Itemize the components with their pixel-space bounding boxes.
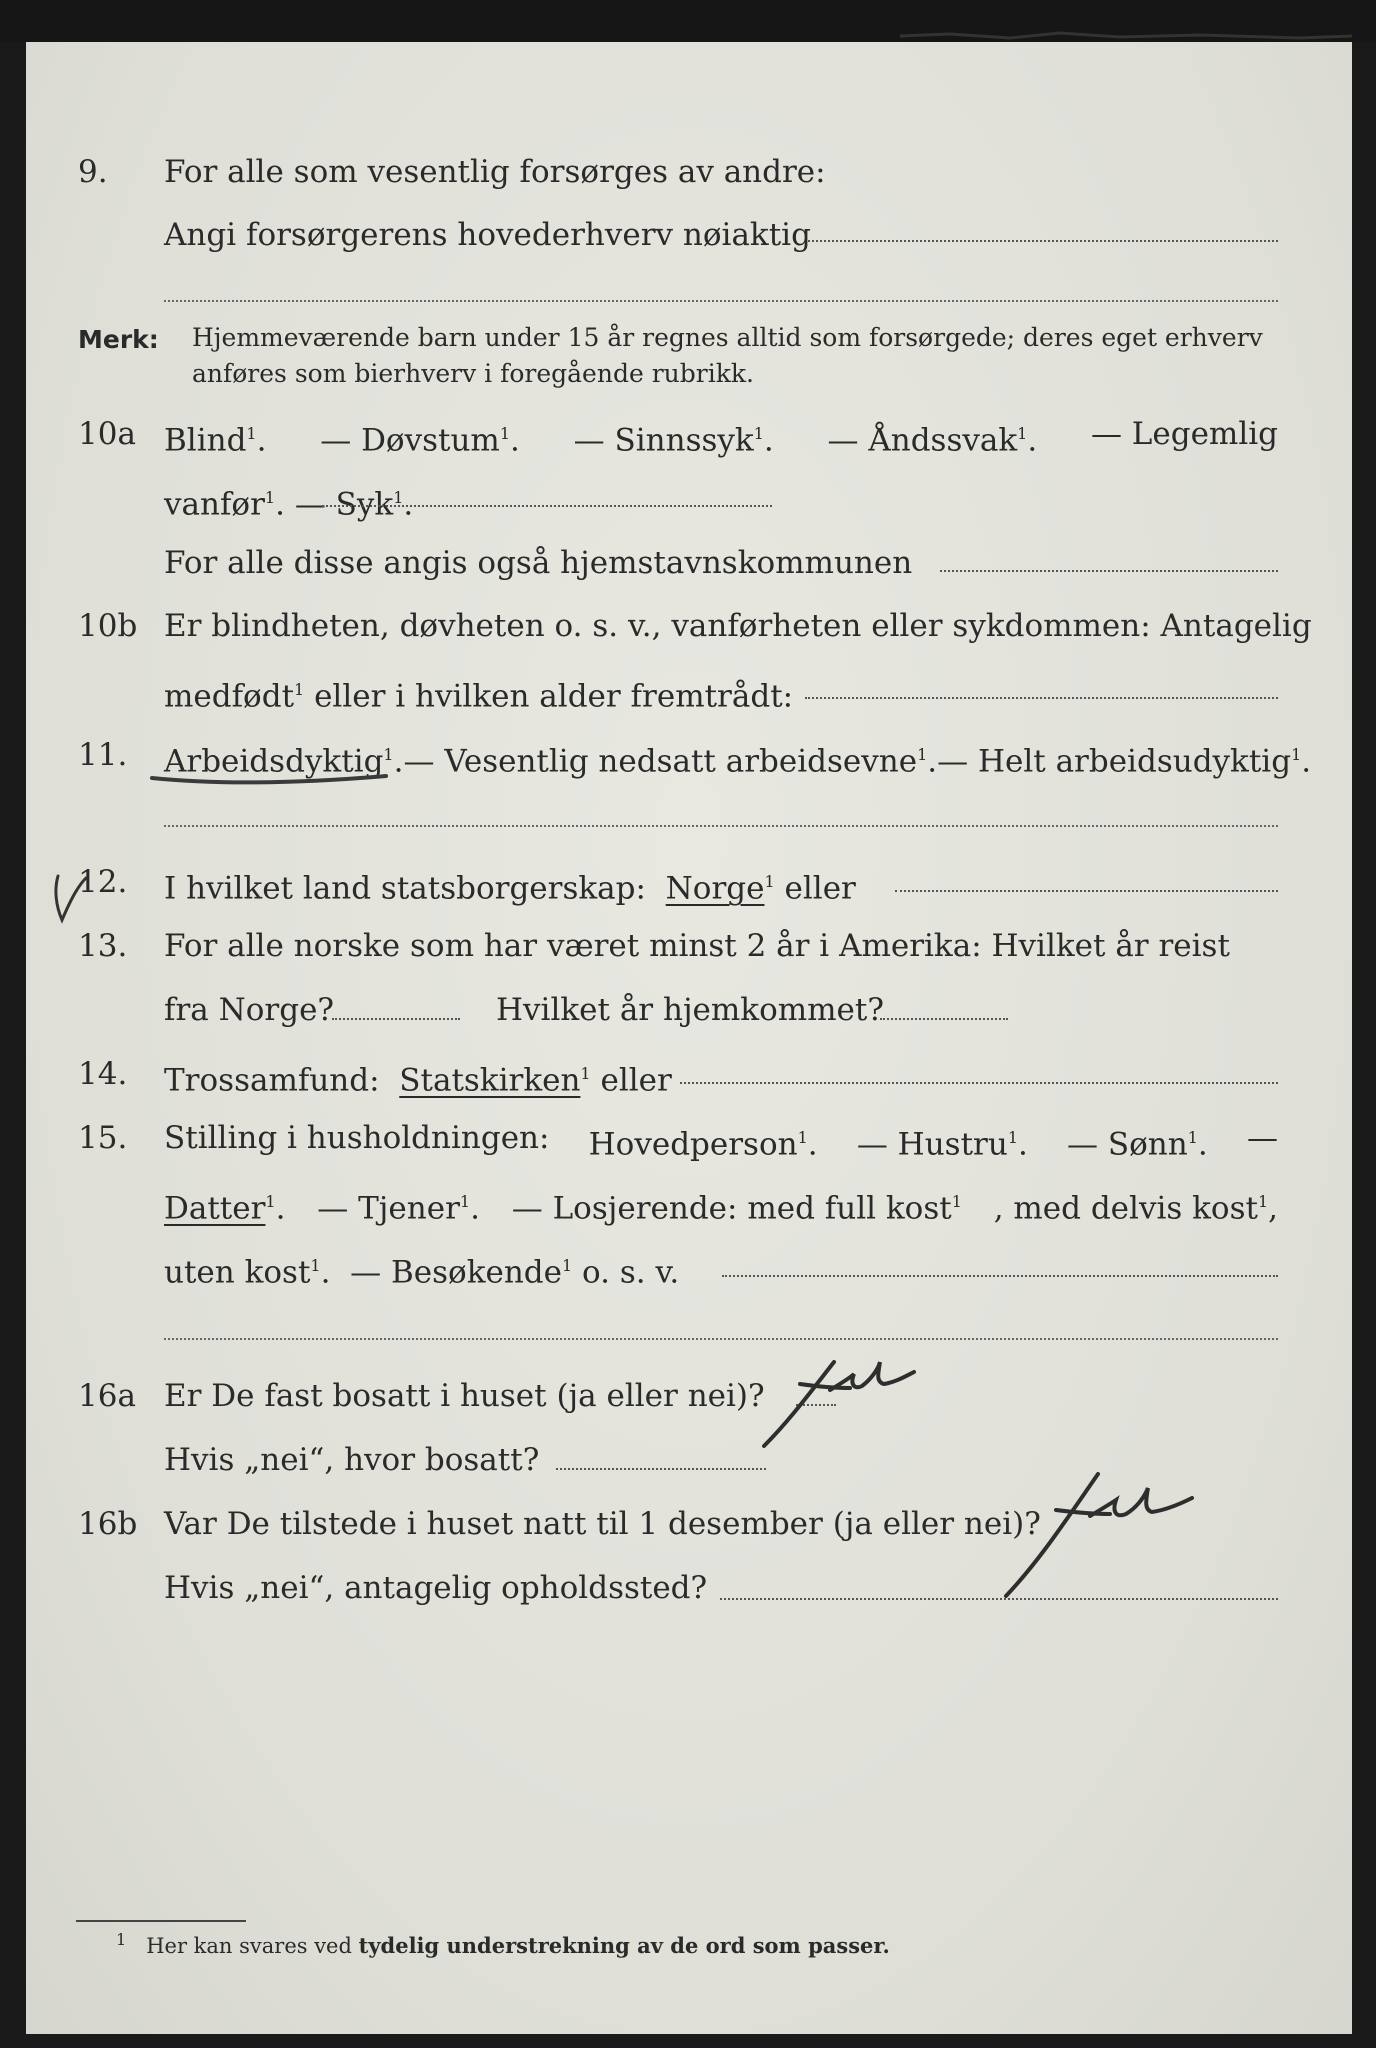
q10a-answer-field[interactable] (322, 505, 772, 507)
merk-text-2: anføres som bierhverv i foregående rubrikk. (192, 359, 754, 388)
merk-label: Merk: (78, 325, 159, 354)
option-andssvak[interactable]: — Åndssvak$^1$. (827, 422, 1038, 459)
option-delvis-kost[interactable]: , med delvis kost$^1$, (993, 1190, 1278, 1227)
q13-right-label: Hvilket år hjemkommet? (496, 992, 884, 1028)
footnote-rule (76, 1920, 246, 1922)
option-nedsatt[interactable]: — Vesentlig nedsatt arbeidsevne$^1$. (403, 743, 938, 780)
option-arbeidsdyktig[interactable]: Arbeidsdyktig$^1$. (164, 743, 404, 780)
handwritten-ja-16a (760, 1350, 950, 1450)
q15-options-1 (164, 1118, 1278, 1164)
q12-answer-field[interactable] (895, 890, 1278, 892)
option-datter[interactable]: Datter$^1$. (164, 1190, 286, 1227)
dash: — (1246, 1120, 1278, 1156)
q9-answer-field-2[interactable] (164, 300, 1278, 302)
handwritten-underline-q11 (150, 770, 390, 790)
q9-instruction: Angi forsørgerens hovederhverv nøiaktig (164, 217, 811, 253)
q16b-instruction: Hvis „nei“, antagelig opholdssted? (164, 1570, 708, 1606)
q13-question: For alle norske som har været minst 2 år i Amerika: Hvilket år reist (164, 928, 1230, 964)
option-hovedperson[interactable]: Hovedperson$^1$. (588, 1126, 818, 1163)
q16a-instruction: Hvis „nei“, hvor bosatt? (164, 1442, 540, 1478)
q10b-answer-field[interactable] (805, 697, 1278, 699)
q15-options-2 (164, 1182, 1278, 1228)
q16a-number: 16a (78, 1378, 136, 1414)
q15-options-3[interactable]: uten kost$^1$. — Besøkende$^1$ o. s. v. (164, 1254, 680, 1291)
q10b-options[interactable]: medfødt$^1$ eller i hvilken alder fremtrådt: (164, 678, 794, 715)
q16b-question: Var De tilstede i huset natt til 1 desember (ja eller nei)? (164, 1506, 1041, 1542)
q13-year-return-field[interactable] (880, 1018, 1008, 1020)
q10b-question: Er blindheten, døvheten o. s. v., vanførheten eller sykdommen: Antagelig (164, 608, 1312, 644)
q11-answer-field[interactable] (164, 825, 1278, 827)
q12-question: I hvilket land statsborgerskap: Norge$^1$ eller (164, 870, 856, 907)
q9-question: For alle som vesentlig forsørges av andre: (164, 154, 826, 190)
q10b-number: 10b (78, 608, 138, 644)
q12-number: 12. (78, 864, 128, 900)
torn-edge (0, 0, 1376, 42)
option-sonn[interactable]: — Sønn$^1$. (1067, 1126, 1208, 1163)
check-mark (50, 872, 90, 924)
q10a-hometown-label: For alle disse angis også hjemstavnskommunen (164, 545, 913, 581)
q16b-number: 16b (78, 1506, 138, 1542)
q16a-question: Er De fast bosatt i huset (ja eller nei)? (164, 1378, 765, 1414)
merk-text-1: Hjemmeværende barn under 15 år regnes alltid som forsørgede; deres eget erhverv (192, 323, 1263, 352)
q10a-options-2[interactable]: vanfør$^1$. — Syk$^1$. (164, 486, 414, 523)
option-statskirken[interactable]: Statskirken (399, 1062, 581, 1099)
q14-question: Trossamfund: Statskirken$^1$ eller (164, 1062, 672, 1099)
option-blind[interactable]: Blind$^1$. (164, 422, 267, 459)
option-udyktig[interactable]: — Helt arbeidsudyktig$^1$. (937, 743, 1312, 780)
q15-label: Stilling i husholdningen: (164, 1120, 550, 1156)
q13-year-left-field[interactable] (332, 1018, 460, 1020)
q14-answer-field[interactable] (680, 1082, 1278, 1084)
merk-note (0, 320, 1376, 400)
footnote: $^1$ Her kan svares ved tydelig understrekning av de ord som passer. (116, 1930, 890, 1958)
q10a-hometown-field[interactable] (940, 570, 1278, 572)
q15-number: 15. (78, 1120, 128, 1156)
option-sinnssyk[interactable]: — Sinnssyk$^1$. (573, 422, 774, 459)
q15-answer-field-2[interactable] (164, 1338, 1278, 1340)
option-norge[interactable]: Norge (665, 870, 765, 907)
handwritten-ja-16b (1000, 1470, 1230, 1600)
option-tjener[interactable]: — Tjener$^1$. (317, 1190, 480, 1227)
q10a-number: 10a (78, 416, 136, 452)
q16a-where-field[interactable] (556, 1468, 766, 1470)
q13-number: 13. (78, 928, 128, 964)
q9-answer-field[interactable] (808, 240, 1278, 242)
q10a-options (164, 414, 1278, 460)
option-legemlig[interactable]: — Legemlig (1090, 416, 1278, 452)
q9-number: 9. (78, 154, 108, 190)
option-dovstum[interactable]: — Døvstum$^1$. (320, 422, 520, 459)
q11-number: 11. (78, 737, 128, 773)
q15-answer-field[interactable] (722, 1275, 1278, 1277)
q14-number: 14. (78, 1056, 128, 1092)
q13-left-label: fra Norge? (164, 992, 335, 1028)
option-hustru[interactable]: — Hustru$^1$. (856, 1126, 1028, 1163)
option-full-kost[interactable]: — Losjerende: med full kost$^1$ (511, 1190, 962, 1227)
